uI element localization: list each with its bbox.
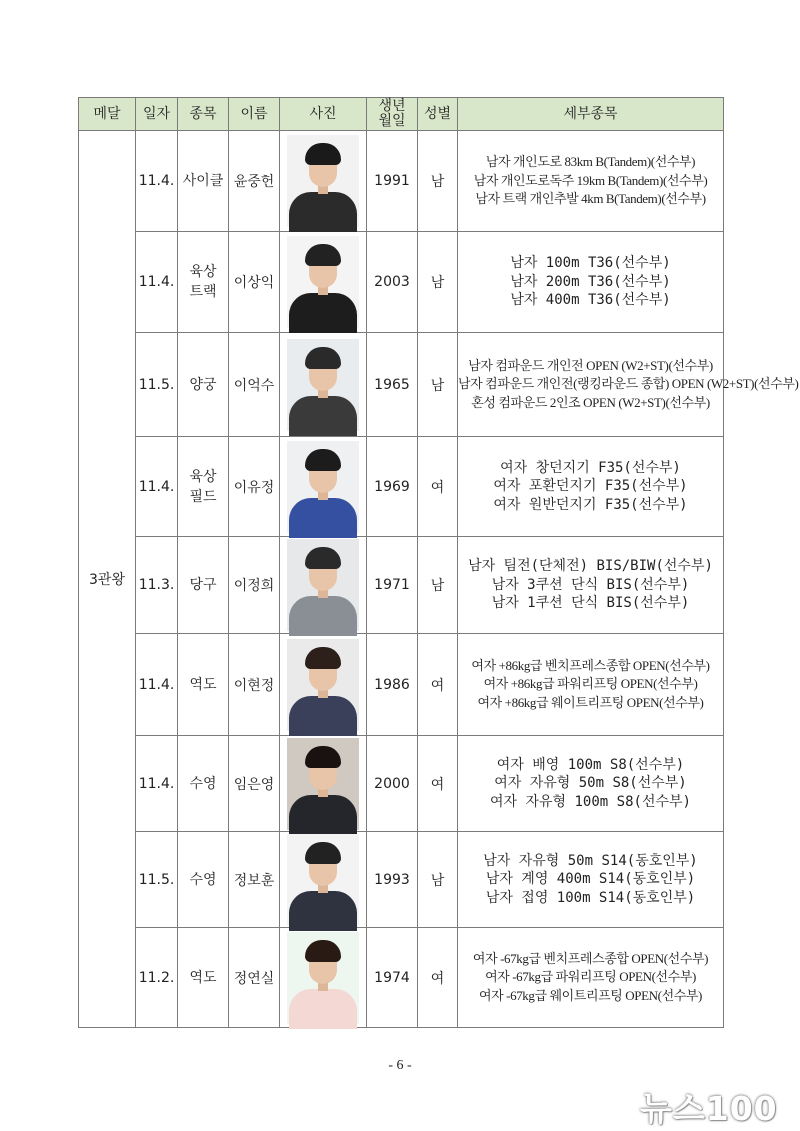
detail-events-cell	[458, 232, 724, 333]
header-medal: 메달	[79, 98, 136, 131]
detail-events-cell	[458, 437, 724, 537]
table-row	[79, 736, 724, 832]
detail-events-cell	[458, 832, 724, 928]
detail-event-line: 남자 접영 100m S14(동호인부)	[485, 889, 696, 906]
detail-event-line: 남자 트랙 개인추발 4km B(Tandem)(선수부)	[475, 191, 706, 207]
detail-event-line: 남자 컴파운드 개인전(랭킹라운드 종합) OPEN (W2+ST)(선수부)	[458, 376, 799, 392]
date-cell: 11.4.	[136, 634, 178, 736]
date-cell: 11.4.	[136, 736, 178, 832]
date-cell: 11.3.	[136, 537, 178, 634]
detail-event-line: 남자 컴파운드 개인전 OPEN (W2+ST)(선수부)	[468, 357, 713, 373]
detail-event-line: 남자 200m T36(선수부)	[510, 273, 671, 290]
birth-year-cell: 1965	[367, 333, 418, 437]
athlete-name: 이정희	[229, 537, 280, 634]
detail-event-line: 여자 -67kg급 벤치프레스종합 OPEN(선수부)	[472, 950, 709, 966]
athlete-photo	[287, 236, 359, 328]
event-cell: 육상 트랙	[178, 232, 229, 333]
table-row	[79, 437, 724, 537]
athlete-photo	[287, 135, 359, 227]
sex-cell: 남	[418, 832, 458, 928]
detail-event-line: 남자 400m T36(선수부)	[510, 292, 671, 309]
detail-event-line: 남자 팀전(단체전) BIS/BIW(선수부)	[468, 558, 713, 575]
header-event: 종목	[178, 98, 229, 131]
detail-event-line: 여자 포환던지기 F35(선수부)	[493, 478, 688, 495]
detail-events-cell	[458, 928, 724, 1028]
detail-event-line: 여자 +86kg급 웨이트리프팅 OPEN(선수부)	[477, 694, 704, 710]
photo-cell	[280, 333, 367, 437]
photo-cell	[280, 634, 367, 736]
photo-cell	[280, 437, 367, 537]
detail-events-cell	[458, 634, 724, 736]
birth-year-cell: 1986	[367, 634, 418, 736]
athlete-photo	[287, 339, 359, 431]
birth-year-cell: 2003	[367, 232, 418, 333]
detail-event-line: 남자 개인도로 83km B(Tandem)(선수부)	[485, 154, 696, 170]
event-cell: 육상 필드	[178, 437, 229, 537]
medal-table	[78, 97, 799, 1028]
athlete-photo	[287, 932, 359, 1024]
athlete-name: 정연실	[229, 928, 280, 1028]
detail-event-line: 여자 배영 100m S8(선수부)	[496, 756, 685, 773]
detail-event-line: 남자 개인도로독주 19km B(Tandem)(선수부)	[473, 172, 708, 188]
sex-cell: 여	[418, 437, 458, 537]
table-row	[79, 232, 724, 333]
athlete-name: 정보훈	[229, 832, 280, 928]
header-photo: 사진	[280, 98, 367, 131]
athlete-name: 임은영	[229, 736, 280, 832]
athlete-photo	[287, 738, 359, 830]
detail-event-line: 여자 창던지기 F35(선수부)	[500, 459, 681, 476]
sex-cell: 여	[418, 736, 458, 832]
sex-cell: 여	[418, 634, 458, 736]
athlete-name: 이현정	[229, 634, 280, 736]
detail-events-cell	[458, 537, 724, 634]
detail-event-line: 남자 100m T36(선수부)	[510, 255, 671, 272]
athlete-name: 이억수	[229, 333, 280, 437]
detail-event-line: 남자 자유형 50m S14(동호인부)	[483, 852, 698, 869]
birth-year-cell: 1993	[367, 832, 418, 928]
table-row	[79, 131, 724, 232]
detail-event-line: 여자 자유형 100m S8(선수부)	[490, 793, 691, 810]
table-row	[79, 537, 724, 634]
news100-logo: 뉴스100	[640, 1089, 778, 1128]
detail-events-cell	[458, 736, 724, 832]
medal-cell: 3관왕	[79, 131, 136, 1028]
table-row	[79, 832, 724, 928]
detail-event-line: 여자 -67kg급 파워리프팅 OPEN(선수부)	[485, 969, 696, 985]
detail-event-line: 남자 1쿠션 단식 BIS(선수부)	[491, 595, 690, 612]
header-birth: 생년 월일	[367, 98, 418, 131]
date-cell: 11.5.	[136, 832, 178, 928]
header-detail: 세부종목	[458, 98, 724, 131]
event-cell: 역도	[178, 634, 229, 736]
athlete-photo	[287, 441, 359, 533]
sex-cell: 남	[418, 537, 458, 634]
header-name: 이름	[229, 98, 280, 131]
photo-cell	[280, 736, 367, 832]
athlete-photo	[287, 639, 359, 731]
photo-cell	[280, 928, 367, 1028]
date-cell: 11.4.	[136, 131, 178, 232]
photo-cell	[280, 537, 367, 634]
birth-year-cell: 1969	[367, 437, 418, 537]
event-cell: 수영	[178, 736, 229, 832]
date-cell: 11.4.	[136, 437, 178, 537]
header-sex: 성별	[418, 98, 458, 131]
detail-event-line: 여자 -67kg급 웨이트리프팅 OPEN(선수부)	[479, 987, 702, 1003]
birth-year-cell: 1974	[367, 928, 418, 1028]
detail-event-line: 혼성 컴파운드 2인조 OPEN (W2+ST)(선수부)	[471, 394, 710, 410]
header-date: 일자	[136, 98, 178, 131]
page-number: - 6 -	[388, 1058, 412, 1073]
date-cell: 11.2.	[136, 928, 178, 1028]
table-row	[79, 333, 724, 437]
athlete-name: 이상익	[229, 232, 280, 333]
photo-cell	[280, 832, 367, 928]
photo-cell	[280, 232, 367, 333]
detail-events-cell	[458, 333, 799, 437]
birth-year-cell: 2000	[367, 736, 418, 832]
table-row	[79, 634, 724, 736]
athlete-name: 윤중헌	[229, 131, 280, 232]
sex-cell: 남	[418, 131, 458, 232]
event-cell: 수영	[178, 832, 229, 928]
birth-year-cell: 1971	[367, 537, 418, 634]
detail-event-line: 여자 +86kg급 파워리프팅 OPEN(선수부)	[483, 676, 698, 692]
athlete-photo	[287, 539, 359, 631]
detail-events-cell	[458, 131, 724, 232]
detail-event-line: 여자 원반던지기 F35(선수부)	[493, 496, 688, 513]
athlete-photo	[287, 834, 359, 926]
date-cell: 11.4.	[136, 232, 178, 333]
sex-cell: 여	[418, 928, 458, 1028]
event-cell: 양궁	[178, 333, 229, 437]
date-cell: 11.5.	[136, 333, 178, 437]
athlete-name: 이유정	[229, 437, 280, 537]
event-cell: 당구	[178, 537, 229, 634]
event-cell: 사이클	[178, 131, 229, 232]
detail-event-line: 남자 3쿠션 단식 BIS(선수부)	[491, 576, 690, 593]
sex-cell: 남	[418, 333, 458, 437]
birth-year-cell: 1991	[367, 131, 418, 232]
detail-event-line: 남자 계영 400m S14(동호인부)	[485, 871, 696, 888]
photo-cell	[280, 131, 367, 232]
detail-event-line: 여자 +86kg급 벤치프레스종합 OPEN(선수부)	[471, 657, 710, 673]
sex-cell: 남	[418, 232, 458, 333]
event-cell: 역도	[178, 928, 229, 1028]
header-row	[79, 98, 724, 131]
table-row	[79, 928, 724, 1028]
detail-event-line: 여자 자유형 50m S8(선수부)	[494, 775, 687, 792]
